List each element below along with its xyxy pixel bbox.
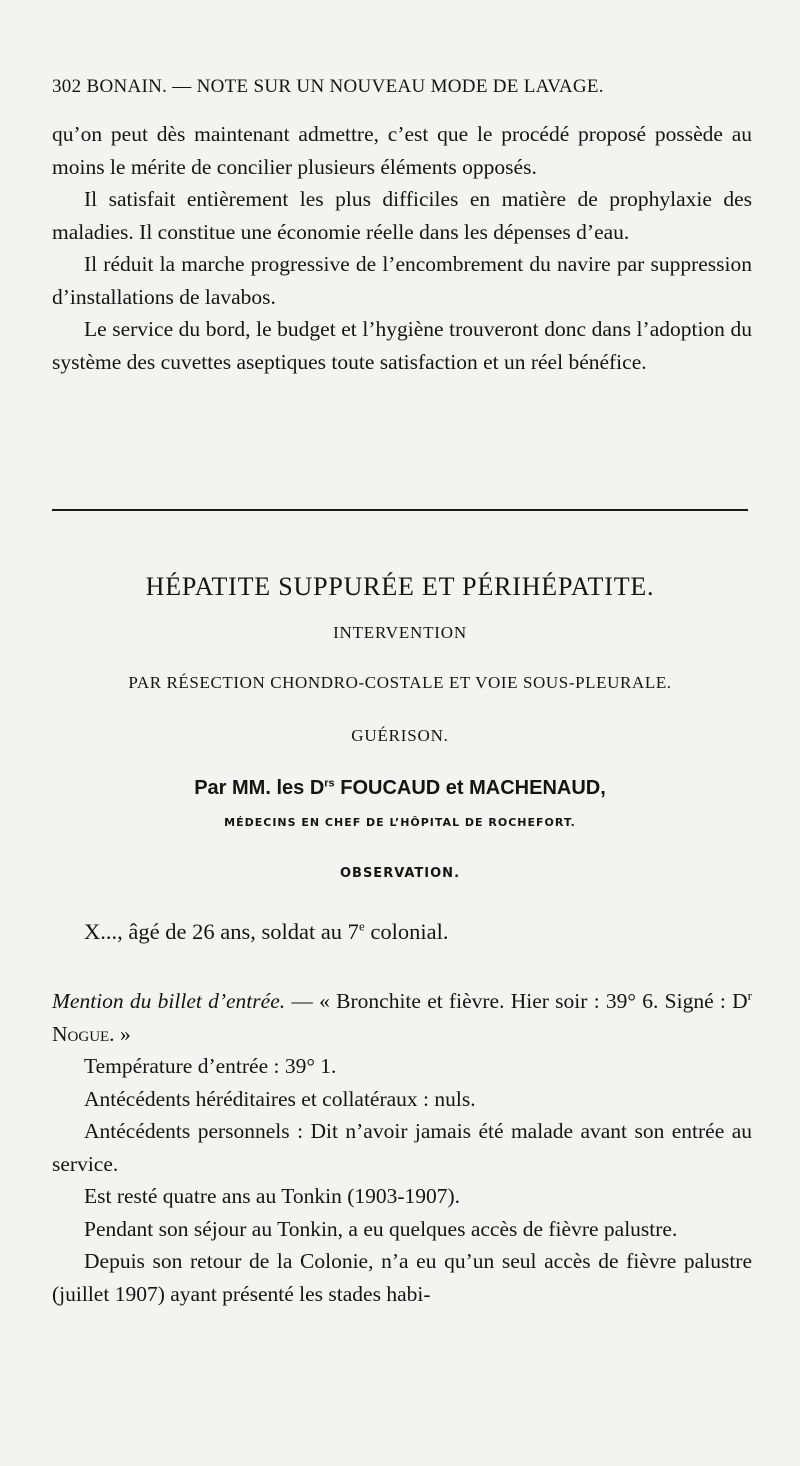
running-header bbox=[52, 76, 752, 98]
temperature-entree: Température d’entrée : 39° 1. bbox=[84, 1054, 337, 1078]
fievre-palustre-tonkin: Pendant son séjour au Tonkin, a eu quelques accès de fièvre palustre. bbox=[84, 1216, 678, 1241]
paragraph-prophylaxie: Il satisfait entièrement les plus difficiles en matière de prophylaxie des maladies. Il constitue une économie réelle dans les dépenses d’eau. bbox=[52, 187, 752, 244]
antecedents-personnels: Antécédents personnels : Dit n’avoir jamais été malade avant son entrée au service. bbox=[52, 1119, 752, 1176]
paragraph-continuation: qu’on peut dès maintenant admettre, c’est que le procédé proposé possède au moins le mérite de concilier plusieurs éléments opposés. bbox=[52, 122, 752, 179]
mention-billet-entree: Mention du billet d’entrée. — « Bronchite et fièvre. Hier soir : 39° 6. Signé : $D^r$ Nogue. » bbox=[52, 987, 752, 1046]
article-subtitle-guerison: GUÉRISON. bbox=[351, 726, 449, 745]
paragraph-conclusion: Le service du bord, le budget et l’hygiène trouveront donc dans l’adoption du système des cuvettes aseptiques toute satisfaction et un réel bénéfice. bbox=[52, 317, 752, 374]
section-divider bbox=[52, 509, 748, 511]
author-affiliation: MÉDECINS EN CHEF DE L’HÔPITAL DE ROCHEFORT. bbox=[224, 816, 576, 829]
observation-text-block bbox=[52, 985, 752, 1310]
article-title: HÉPATITE SUPPURÉE ET PÉRIHÉPATITE. bbox=[145, 572, 655, 601]
article-subtitle-intervention: INTERVENTION bbox=[333, 623, 467, 642]
patient-line: X..., âgé de 26 ans, soldat au 7e colonial. bbox=[84, 918, 449, 944]
paragraph-encombrement: Il réduit la marche progressive de l’encombrement du navire par suppression d’installations de lavabos. bbox=[52, 252, 752, 309]
antecedents-hereditaires: Antécédents héréditaires et collatéraux : nuls. bbox=[84, 1086, 476, 1111]
sejour-tonkin: Est resté quatre ans au Tonkin (1903-1907). bbox=[84, 1184, 461, 1208]
running-title: BONAIN. — NOTE SUR UN NOUVEAU MODE DE LAVAGE. bbox=[86, 76, 604, 97]
article-authors: Par MM. les $D^{rs}$ FOUCAUD et MACHENAUD, bbox=[194, 777, 606, 799]
retour-colonie: Depuis son retour de la Colonie, n’a eu qu’un seul accès de fièvre palustre (juillet 1907) ayant présenté les stades habi- bbox=[52, 1249, 752, 1306]
page-number: 302 bbox=[52, 76, 82, 97]
section-heading-observation: OBSERVATION. bbox=[339, 866, 461, 881]
patient-line-block bbox=[52, 916, 752, 949]
article-subtitle-resection: PAR RÉSECTION CHONDRO-COSTALE ET VOIE SOUS-PLEURALE. bbox=[128, 673, 672, 692]
top-text-block bbox=[52, 118, 752, 378]
